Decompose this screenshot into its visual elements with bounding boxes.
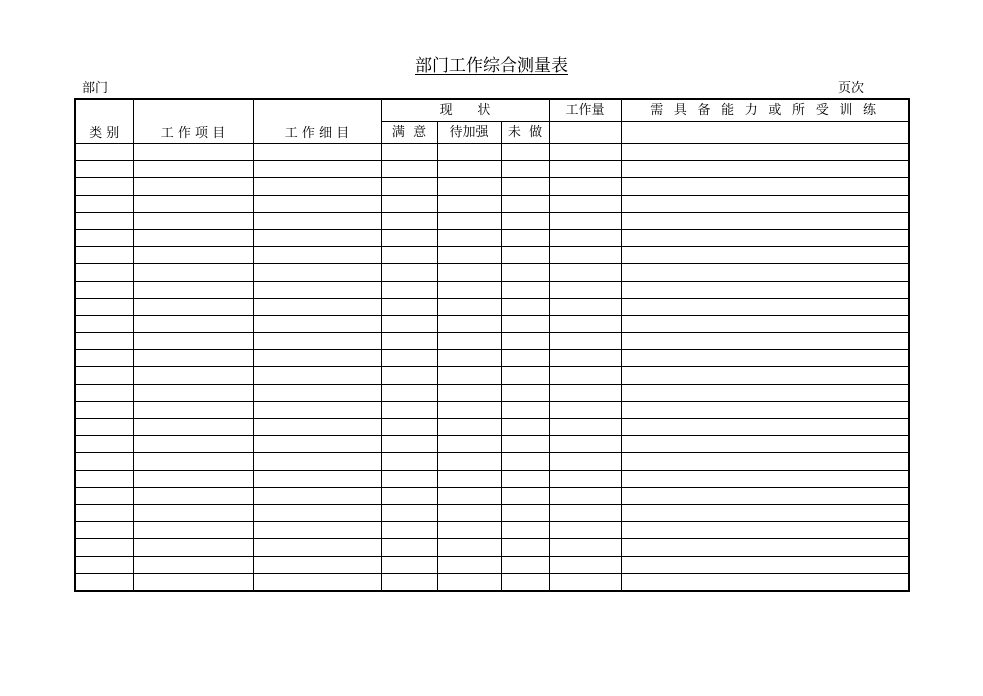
table-cell[interactable]: [549, 522, 621, 539]
table-cell[interactable]: [75, 401, 133, 418]
table-cell[interactable]: [253, 401, 381, 418]
table-cell[interactable]: [133, 161, 253, 178]
table-cell[interactable]: [501, 367, 549, 384]
table-cell[interactable]: [381, 178, 437, 195]
table-cell[interactable]: [621, 419, 909, 436]
table-cell[interactable]: [133, 229, 253, 246]
table-cell[interactable]: [621, 247, 909, 264]
table-cell[interactable]: [381, 247, 437, 264]
table-cell[interactable]: [549, 453, 621, 470]
header-training: 需 具 备 能 力 或 所 受 训 练: [621, 99, 909, 122]
table-cell[interactable]: [549, 264, 621, 281]
table-cell[interactable]: [253, 419, 381, 436]
table-row: [75, 504, 909, 521]
table-cell[interactable]: [501, 281, 549, 298]
table-cell[interactable]: [381, 212, 437, 229]
table-cell[interactable]: [549, 487, 621, 504]
table-cell[interactable]: [253, 556, 381, 573]
table-cell[interactable]: [549, 281, 621, 298]
table-cell[interactable]: [501, 453, 549, 470]
table-cell[interactable]: [75, 333, 133, 350]
table-cell[interactable]: [621, 539, 909, 556]
table-cell[interactable]: [381, 573, 437, 591]
table-cell[interactable]: [437, 229, 501, 246]
table-cell[interactable]: [133, 144, 253, 161]
header-work-detail: 工 作 细 目: [253, 99, 381, 144]
table-cell[interactable]: [133, 264, 253, 281]
table-cell[interactable]: [133, 298, 253, 315]
table-cell[interactable]: [549, 315, 621, 332]
table-row: [75, 178, 909, 195]
table-cell[interactable]: [75, 522, 133, 539]
table-cell[interactable]: [253, 333, 381, 350]
table-row: [75, 298, 909, 315]
table-cell[interactable]: [437, 178, 501, 195]
table-cell[interactable]: [75, 539, 133, 556]
table-cell[interactable]: [75, 144, 133, 161]
table-cell[interactable]: [437, 419, 501, 436]
table-cell[interactable]: [437, 539, 501, 556]
table-cell[interactable]: [549, 212, 621, 229]
table-cell[interactable]: [621, 384, 909, 401]
table-cell[interactable]: [437, 350, 501, 367]
table-cell[interactable]: [621, 436, 909, 453]
table-cell[interactable]: [437, 436, 501, 453]
table-cell[interactable]: [253, 264, 381, 281]
table-row: [75, 161, 909, 178]
measurement-form: [74, 98, 908, 592]
header-workload-blank: [549, 122, 621, 144]
table-cell[interactable]: [501, 298, 549, 315]
table-cell[interactable]: [253, 573, 381, 591]
table-cell[interactable]: [437, 556, 501, 573]
header-status: 现 状: [381, 99, 549, 122]
table-cell[interactable]: [621, 470, 909, 487]
table-row: [75, 573, 909, 591]
table-cell[interactable]: [133, 504, 253, 521]
table-cell[interactable]: [381, 367, 437, 384]
table-cell[interactable]: [621, 229, 909, 246]
table-cell[interactable]: [381, 504, 437, 521]
table-cell[interactable]: [437, 195, 501, 212]
header-work-item: 工 作 项 目: [133, 99, 253, 144]
table-cell[interactable]: [381, 470, 437, 487]
table-cell[interactable]: [549, 539, 621, 556]
header-workload: 工作量: [549, 99, 621, 122]
table-cell[interactable]: [549, 384, 621, 401]
table-cell[interactable]: [133, 573, 253, 591]
table-cell[interactable]: [75, 419, 133, 436]
table-row: [75, 487, 909, 504]
table-cell[interactable]: [437, 573, 501, 591]
table-cell[interactable]: [621, 401, 909, 418]
form-title: [0, 56, 983, 76]
table-cell[interactable]: [621, 573, 909, 591]
table-row: [75, 315, 909, 332]
table-cell[interactable]: [437, 333, 501, 350]
table-cell[interactable]: [381, 195, 437, 212]
table-cell[interactable]: [437, 264, 501, 281]
header-needs-improvement: 待加强: [437, 122, 501, 144]
table-cell[interactable]: [437, 212, 501, 229]
table-cell[interactable]: [501, 178, 549, 195]
table-cell[interactable]: [133, 453, 253, 470]
table-cell[interactable]: [75, 247, 133, 264]
table-cell[interactable]: [381, 333, 437, 350]
table-cell[interactable]: [621, 195, 909, 212]
table-row: [75, 453, 909, 470]
table-cell[interactable]: [437, 487, 501, 504]
table-cell[interactable]: [549, 350, 621, 367]
table-cell[interactable]: [133, 419, 253, 436]
table-cell[interactable]: [501, 384, 549, 401]
table-cell[interactable]: [133, 315, 253, 332]
table-row: [75, 470, 909, 487]
table-cell[interactable]: [133, 178, 253, 195]
table-cell[interactable]: [621, 556, 909, 573]
table-cell[interactable]: [501, 504, 549, 521]
table-cell[interactable]: [75, 298, 133, 315]
table-cell[interactable]: [133, 401, 253, 418]
table-row: [75, 144, 909, 161]
table-cell[interactable]: [501, 573, 549, 591]
table-cell[interactable]: [133, 436, 253, 453]
table-cell[interactable]: [501, 144, 549, 161]
table-cell[interactable]: [253, 281, 381, 298]
table-cell[interactable]: [381, 229, 437, 246]
table-cell[interactable]: [133, 212, 253, 229]
table-cell[interactable]: [381, 487, 437, 504]
department-label: 部门: [82, 81, 109, 96]
table-row: [75, 333, 909, 350]
table-cell[interactable]: [381, 264, 437, 281]
table-cell[interactable]: [549, 504, 621, 521]
table-cell[interactable]: [621, 350, 909, 367]
table-cell[interactable]: [437, 281, 501, 298]
table-cell[interactable]: [621, 504, 909, 521]
table-row: [75, 539, 909, 556]
table-cell[interactable]: [133, 384, 253, 401]
table-cell[interactable]: [75, 212, 133, 229]
table-cell[interactable]: [621, 522, 909, 539]
header-not-done: 未 做: [501, 122, 549, 144]
table-cell[interactable]: [437, 470, 501, 487]
table-cell[interactable]: [253, 161, 381, 178]
table-cell[interactable]: [75, 315, 133, 332]
table-cell[interactable]: [133, 470, 253, 487]
table-cell[interactable]: [501, 212, 549, 229]
table-cell[interactable]: [621, 212, 909, 229]
table-cell[interactable]: [621, 333, 909, 350]
table-cell[interactable]: [253, 212, 381, 229]
table-cell[interactable]: [75, 470, 133, 487]
table-row: [75, 247, 909, 264]
table-cell[interactable]: [437, 401, 501, 418]
table-cell[interactable]: [381, 384, 437, 401]
table-cell[interactable]: [381, 453, 437, 470]
table-cell[interactable]: [133, 333, 253, 350]
table-cell[interactable]: [621, 367, 909, 384]
table-cell[interactable]: [381, 419, 437, 436]
table-cell[interactable]: [75, 178, 133, 195]
table-cell[interactable]: [381, 298, 437, 315]
table-cell[interactable]: [501, 470, 549, 487]
table-row: [75, 350, 909, 367]
table-row: [75, 522, 909, 539]
table-cell[interactable]: [253, 195, 381, 212]
table-cell[interactable]: [133, 367, 253, 384]
table-cell[interactable]: [381, 350, 437, 367]
table-cell[interactable]: [501, 401, 549, 418]
table-cell[interactable]: [549, 178, 621, 195]
table-cell[interactable]: [549, 333, 621, 350]
table-cell[interactable]: [437, 247, 501, 264]
table-cell[interactable]: [437, 504, 501, 521]
table-cell[interactable]: [621, 281, 909, 298]
table-cell[interactable]: [133, 247, 253, 264]
table-cell[interactable]: [501, 195, 549, 212]
table-cell[interactable]: [501, 487, 549, 504]
table-cell[interactable]: [253, 539, 381, 556]
table-cell[interactable]: [75, 195, 133, 212]
table-cell[interactable]: [437, 161, 501, 178]
table-cell[interactable]: [381, 315, 437, 332]
table-cell[interactable]: [437, 298, 501, 315]
table-cell[interactable]: [501, 333, 549, 350]
table-cell[interactable]: [381, 144, 437, 161]
table-cell[interactable]: [75, 556, 133, 573]
table-cell[interactable]: [549, 247, 621, 264]
table-cell[interactable]: [75, 264, 133, 281]
table-cell[interactable]: [549, 161, 621, 178]
table-cell[interactable]: [381, 539, 437, 556]
table-cell[interactable]: [75, 161, 133, 178]
table-cell[interactable]: [253, 367, 381, 384]
table-cell[interactable]: [133, 350, 253, 367]
table-cell[interactable]: [437, 384, 501, 401]
measurement-table: [74, 98, 910, 592]
table-cell[interactable]: [253, 487, 381, 504]
table-cell[interactable]: [253, 436, 381, 453]
table-cell[interactable]: [381, 281, 437, 298]
table-row: [75, 195, 909, 212]
table-cell[interactable]: [549, 419, 621, 436]
table-cell[interactable]: [75, 229, 133, 246]
table-cell[interactable]: [501, 539, 549, 556]
table-cell[interactable]: [549, 298, 621, 315]
table-cell[interactable]: [501, 315, 549, 332]
table-row: [75, 556, 909, 573]
table-cell[interactable]: [133, 281, 253, 298]
table-row: [75, 401, 909, 418]
table-cell[interactable]: [621, 298, 909, 315]
table-row: [75, 229, 909, 246]
table-cell[interactable]: [253, 522, 381, 539]
table-cell[interactable]: [75, 487, 133, 504]
table-cell[interactable]: [549, 144, 621, 161]
header-satisfied: 满 意: [381, 122, 437, 144]
table-cell[interactable]: [253, 298, 381, 315]
table-cell[interactable]: [253, 144, 381, 161]
table-cell[interactable]: [75, 453, 133, 470]
table-row: [75, 264, 909, 281]
table-cell[interactable]: [133, 539, 253, 556]
table-row: [75, 212, 909, 229]
table-cell[interactable]: [253, 453, 381, 470]
page-number-label: 页次: [838, 81, 865, 96]
table-cell[interactable]: [549, 470, 621, 487]
table-cell[interactable]: [549, 436, 621, 453]
table-cell[interactable]: [501, 556, 549, 573]
table-cell[interactable]: [549, 556, 621, 573]
header-row-top: [75, 99, 909, 122]
table-cell[interactable]: [133, 522, 253, 539]
table-cell[interactable]: [381, 556, 437, 573]
table-cell[interactable]: [549, 573, 621, 591]
table-cell[interactable]: [621, 487, 909, 504]
table-cell[interactable]: [133, 487, 253, 504]
table-cell[interactable]: [75, 384, 133, 401]
table-cell[interactable]: [381, 401, 437, 418]
table-cell[interactable]: [253, 247, 381, 264]
table-cell[interactable]: [501, 522, 549, 539]
table-cell[interactable]: [501, 419, 549, 436]
table-cell[interactable]: [621, 264, 909, 281]
table-cell[interactable]: [437, 367, 501, 384]
table-cell[interactable]: [621, 144, 909, 161]
table-cell[interactable]: [253, 504, 381, 521]
table-cell[interactable]: [549, 195, 621, 212]
table-cell[interactable]: [437, 453, 501, 470]
table-row: [75, 367, 909, 384]
table-cell[interactable]: [253, 350, 381, 367]
table-cell[interactable]: [549, 401, 621, 418]
table-row: [75, 419, 909, 436]
table-cell[interactable]: [381, 522, 437, 539]
table-row: [75, 436, 909, 453]
table-cell[interactable]: [501, 436, 549, 453]
table-cell[interactable]: [75, 504, 133, 521]
table-cell[interactable]: [381, 436, 437, 453]
table-cell[interactable]: [501, 350, 549, 367]
table-cell[interactable]: [133, 556, 253, 573]
table-cell[interactable]: [501, 264, 549, 281]
table-cell[interactable]: [621, 315, 909, 332]
table-cell[interactable]: [253, 229, 381, 246]
table-cell[interactable]: [549, 229, 621, 246]
header-training-blank: [621, 122, 909, 144]
table-cell[interactable]: [253, 315, 381, 332]
table-cell[interactable]: [75, 350, 133, 367]
table-cell[interactable]: [621, 453, 909, 470]
table-cell[interactable]: [501, 161, 549, 178]
table-cell[interactable]: [133, 195, 253, 212]
table-cell[interactable]: [75, 436, 133, 453]
table-cell[interactable]: [437, 144, 501, 161]
table-cell[interactable]: [253, 470, 381, 487]
form-title-text: 部门工作综合测量表: [415, 56, 568, 76]
table-cell[interactable]: [501, 247, 549, 264]
table-cell[interactable]: [621, 161, 909, 178]
table-cell[interactable]: [75, 367, 133, 384]
table-cell[interactable]: [621, 178, 909, 195]
table-row: [75, 281, 909, 298]
table-row: [75, 384, 909, 401]
table-cell[interactable]: [253, 384, 381, 401]
table-cell[interactable]: [549, 367, 621, 384]
header-category: 类 别: [75, 99, 133, 144]
table-cell[interactable]: [437, 315, 501, 332]
table-cell[interactable]: [501, 229, 549, 246]
table-cell[interactable]: [437, 522, 501, 539]
table-cell[interactable]: [253, 178, 381, 195]
table-cell[interactable]: [75, 573, 133, 591]
table-cell[interactable]: [75, 281, 133, 298]
table-cell[interactable]: [381, 161, 437, 178]
